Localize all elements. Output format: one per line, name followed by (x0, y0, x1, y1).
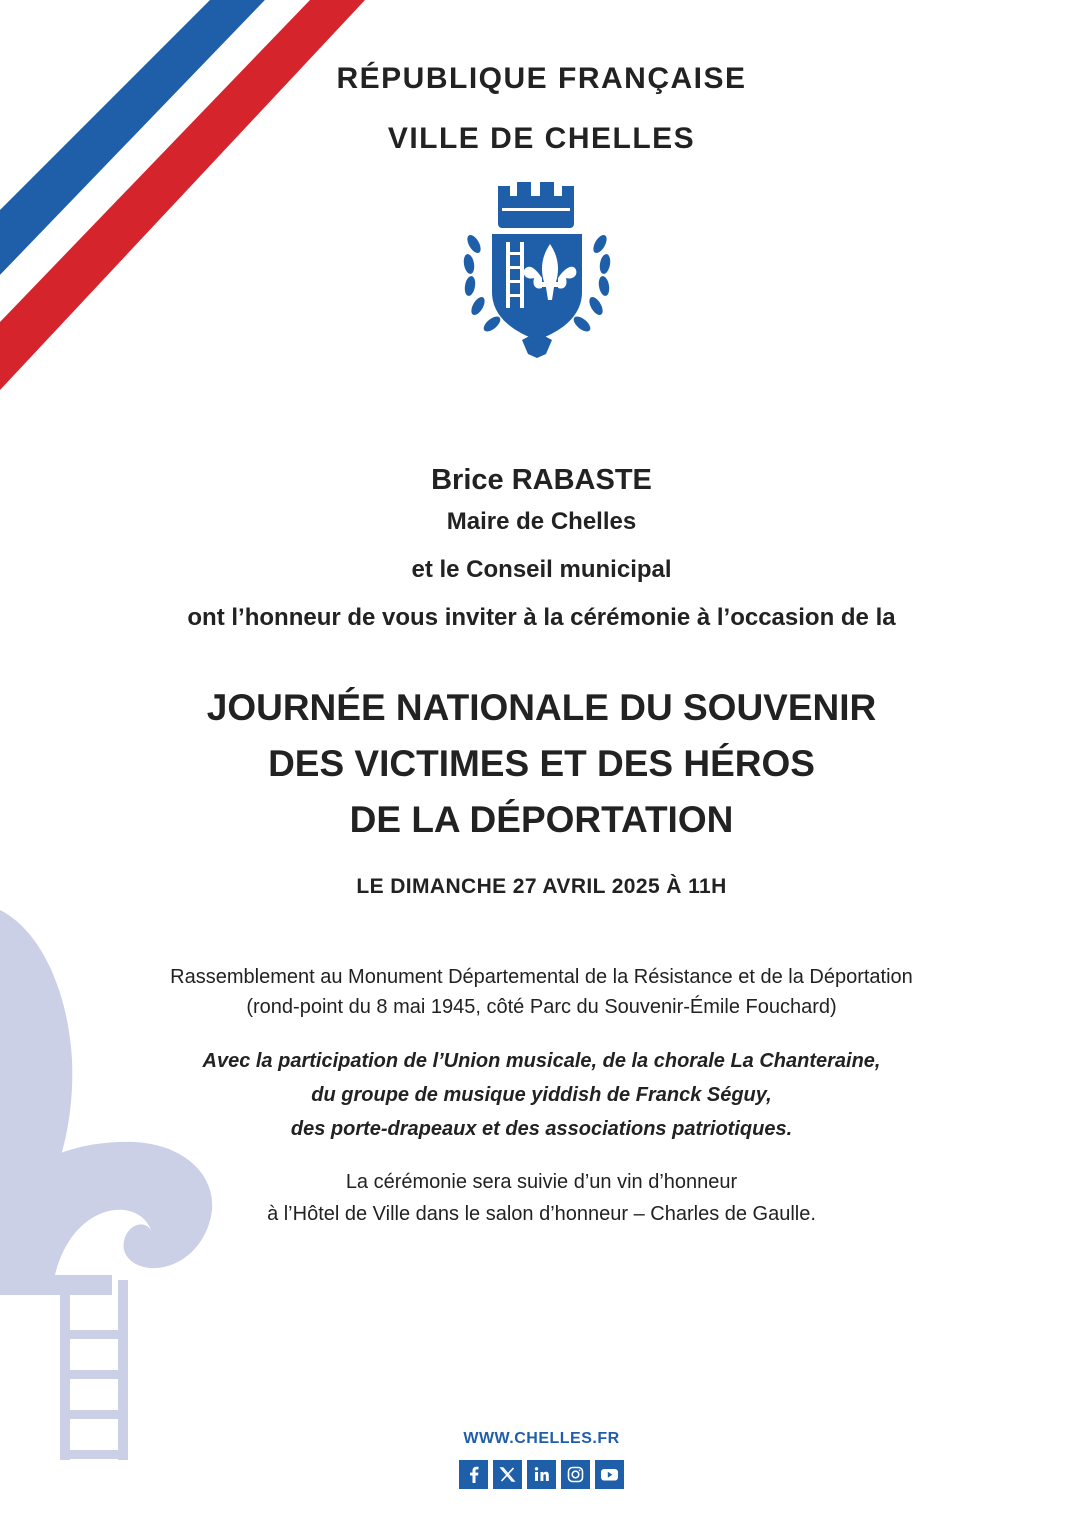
reception-line-1: La cérémonie sera suivie d’un vin d’honneur (345, 1171, 738, 1193)
reception (0, 1166, 1083, 1230)
country-title: RÉPUBLIQUE FRANÇAISE (336, 62, 747, 95)
event-title-line-2: DES VICTIMES ET DES HÉROS (268, 743, 815, 784)
event-title-line-1: JOURNÉE NATIONALE DU SOUVENIR (206, 687, 877, 728)
invite-line: ont l’honneur de vous inviter à la cérémonie à l’occasion de la (187, 604, 896, 631)
place-line-2: (rond-point du 8 mai 1945, côté Parc du Souvenir-Émile Fouchard) (246, 996, 837, 1018)
event-date: LE DIMANCHE 27 AVRIL 2025 À 11H (356, 875, 727, 898)
place-line-1: Rassemblement au Monument Départemental de la Résistance et de la Déportation (170, 966, 913, 988)
event-title-line-3: DE LA DÉPORTATION (349, 799, 734, 840)
mayor-name: Brice RABASTE (431, 464, 652, 496)
instagram-icon[interactable] (561, 1460, 590, 1489)
footer (0, 1430, 1083, 1489)
city-title: VILLE DE CHELLES (387, 122, 696, 155)
header (0, 64, 1083, 154)
council-line: et le Conseil municipal (411, 556, 672, 583)
mayor-role: Maire de Chelles (446, 508, 637, 535)
facebook-icon[interactable] (459, 1460, 488, 1489)
coat-of-arms-icon (462, 182, 612, 362)
social-links (0, 1460, 1083, 1489)
participation-line-2: du groupe de musique yiddish de Franck Séguy, (311, 1084, 772, 1106)
participation-line-3: des porte-drapeaux et des associations patriotiques. (290, 1118, 793, 1140)
website-link[interactable]: WWW.CHELLES.FR (463, 1430, 620, 1447)
linkedin-icon[interactable] (527, 1460, 556, 1489)
youtube-icon[interactable] (595, 1460, 624, 1489)
participation-line-1: Avec la participation de l’Union musicale, de la chorale La Chanteraine, (202, 1050, 881, 1072)
reception-line-2: à l’Hôtel de Ville dans le salon d’honneur – Charles de Gaulle. (267, 1203, 816, 1225)
gathering-place (0, 962, 1083, 1022)
event-title (0, 680, 1083, 848)
tricolor-ribbon (0, 0, 380, 400)
participation (0, 1044, 1083, 1146)
invitation-intro (0, 462, 1083, 642)
x-icon[interactable] (493, 1460, 522, 1489)
